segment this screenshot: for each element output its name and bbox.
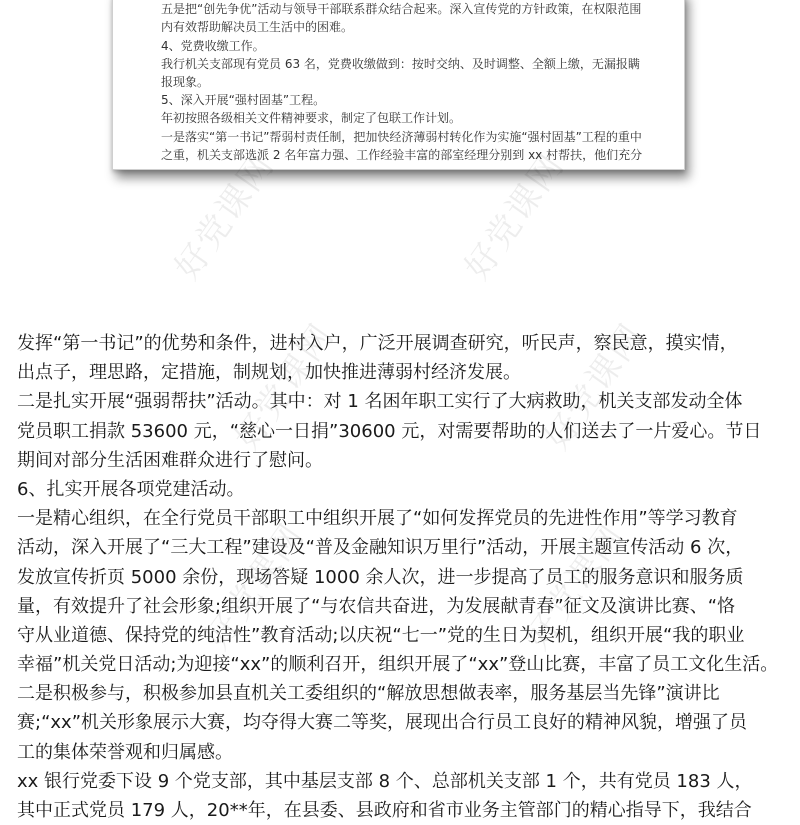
preview-line: 一是落实“第一书记”帮弱村责任制，把加快经济薄弱村转化作为实施“强村固基”工程的重中 xyxy=(161,128,661,146)
preview-heading: 5、深入开展“强村固基”工程。 xyxy=(161,91,661,109)
preview-heading: 4、党费收缴工作。 xyxy=(161,37,661,55)
watermark: 好党课网 xyxy=(511,511,634,657)
watermark: 好党课网 xyxy=(161,141,284,287)
paragraph-line: 一是精心组织，在全行党员干部职工中组织开展了“如何发挥党员的先进性作用”等学习教育 xyxy=(17,504,797,533)
preview-text xyxy=(161,0,661,170)
paragraph-line: xx 银行党委下设 9 个党支部，其中基层支部 8 个、总部机关支部 1 个，共有党员 183 人， xyxy=(17,767,797,796)
paragraph-line: 发放宣传折页 5000 余份，现场答疑 1000 余人次，进一步提高了员工的服务意识和服务质 xyxy=(17,563,797,592)
preview-line: 报现象。 xyxy=(161,73,661,91)
paragraph-line: 量，有效提升了社会形象;组织开展了“与农信共奋进，为发展献青春”征文及演讲比赛、“恪 xyxy=(17,592,797,621)
paragraph-line: 二是积极参与，积极参加县直机关工委组织的“解放思想做表率，服务基层当先锋”演讲比 xyxy=(17,679,797,708)
document-body xyxy=(17,329,797,825)
preview-line: 年初按照各级相关文件精神要求，制定了包联工作计划。 xyxy=(161,109,661,127)
document-page-preview xyxy=(112,0,685,170)
watermark: 好党课网 xyxy=(451,141,574,287)
paragraph-line: 幸福”机关党日活动;为迎接“xx”的顺利召开，组织开展了“xx”登山比赛，丰富了员工文化生活。 xyxy=(17,650,797,679)
watermark: 好党课网 xyxy=(531,311,654,457)
watermark: 好党课网 xyxy=(191,511,314,657)
preview-line: 之重，机关支部选派 2 名年富力强、工作经验丰富的部室经理分别到 xx 村帮扶，他们充分 xyxy=(161,146,661,164)
paragraph-line: 二是扎实开展“强弱帮扶”活动。其中：对 1 名困年职工实行了大病救助，机关支部发动全体 xyxy=(17,387,797,416)
preview-line: 内有效帮助解决员工生活中的困难。 xyxy=(161,18,661,36)
paragraph-line: 活动，深入开展了“三大工程”建设及“普及金融知识万里行”活动，开展主题宣传活动 6 次， xyxy=(17,533,797,562)
paragraph-line: 期间对部分生活困难群众进行了慰问。 xyxy=(17,446,797,475)
paragraph-line: 党员职工捐款 53600 元，“慈心一日捐”30600 元，对需要帮助的人们送去了一片爱心。节日 xyxy=(17,417,797,446)
paragraph-line: 出点子，理思路，定措施，制规划，加快推进薄弱村经济发展。 xyxy=(17,358,797,387)
paragraph-line: 其中正式党员 179 人，20**年，在县委、县政府和省市业务主管部门的精心指导下，我结合 xyxy=(17,796,797,825)
paragraph-line: 工的集体荣誉观和归属感。 xyxy=(17,738,797,767)
preview-line: 五是把“创先争优”活动与领导干部联系群众结合起来。深入宣传党的方针政策，在权限范围 xyxy=(161,0,661,18)
paragraph-line: 守从业道德、保持党的纯洁性”教育活动;以庆祝“七一”党的生日为契机，组织开展“我的职业 xyxy=(17,621,797,650)
paragraph-line: 发挥“第一书记”的优势和条件，进村入户，广泛开展调查研究，听民声，察民意，摸实情， xyxy=(17,329,797,358)
watermark: 好党课网 xyxy=(221,311,344,457)
section-heading: 6、扎实开展各项党建活动。 xyxy=(17,475,797,504)
preview-line: 我行机关支部现有党员 63 名，党费收缴做到：按时交纳、及时调整、全额上缴，无漏报瞒 xyxy=(161,55,661,73)
paragraph-line: 赛;“xx”机关形象展示大赛，均夺得大赛二等奖，展现出合行员工良好的精神风貌，增强了员 xyxy=(17,708,797,737)
